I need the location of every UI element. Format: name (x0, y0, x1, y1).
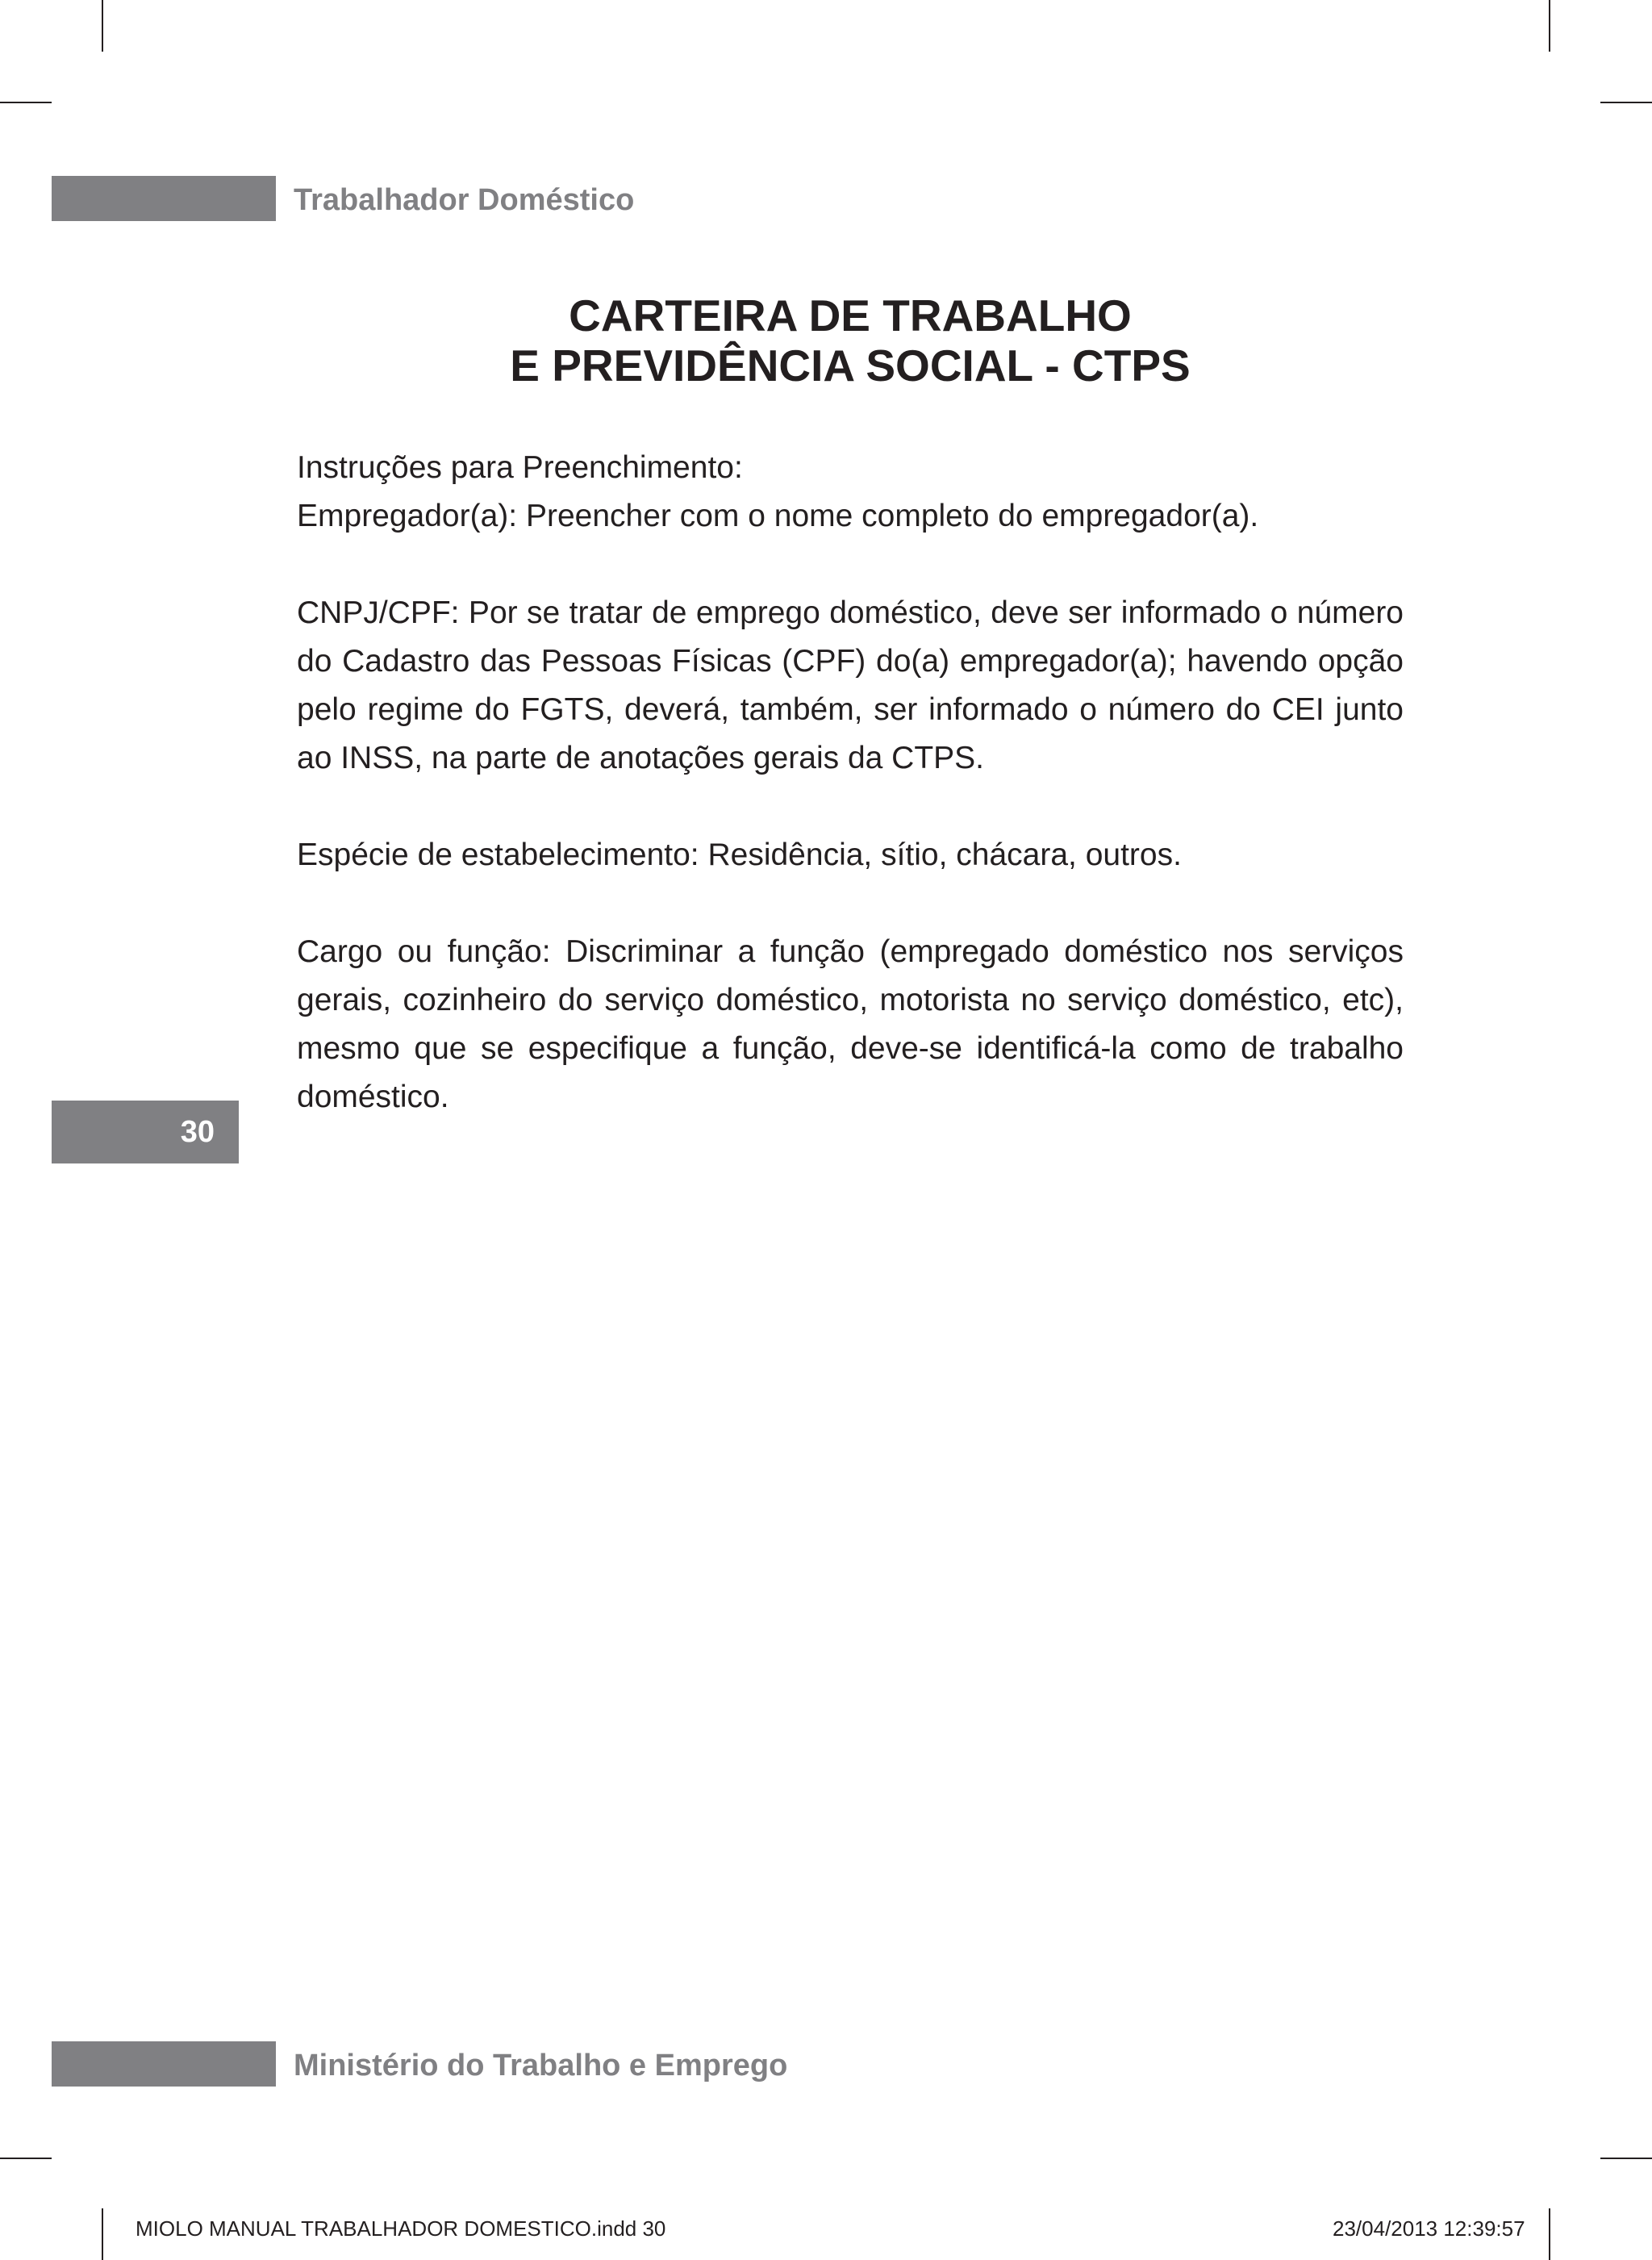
header-section-title: Trabalhador Doméstico (294, 183, 635, 217)
crop-mark-top-right (1549, 0, 1550, 52)
page-number: 30 (52, 1101, 239, 1163)
crop-mark-right-top (1600, 102, 1652, 103)
footer-ministry: Ministério do Trabalho e Emprego (294, 2049, 788, 2082)
especie-paragraph: Espécie de estabelecimento: Residência, sítio, chácara, outros. (297, 838, 1182, 872)
page-title-line-2: E PREVIDÊNCIA SOCIAL - CTPS (510, 340, 1191, 391)
crop-mark-left-bottom (0, 2158, 52, 2159)
crop-mark-right-bottom (1600, 2158, 1652, 2159)
cargo-paragraph: Cargo ou função: Discriminar a função (empregado doméstico nos serviços gerais, cozinheiro do serviço doméstico, motorista no serviço doméstico, etc), mesmo que se especifique a função, deve-se identificá-la como de trabalho doméstico. (297, 934, 1404, 1114)
page-title-line-1: CARTEIRA DE TRABALHO (569, 290, 1132, 340)
slug-datetime: 23/04/2013 12:39:57 (1333, 2216, 1525, 2241)
cnpj-cpf-paragraph: CNPJ/CPF: Por se tratar de emprego doméstico, deve ser informado o número do Cadastro das Pessoas Físicas (CPF) do(a) empregador(a); havendo opção pelo regime do FGTS, deverá, também, ser informado o número do CEI junto ao INSS, na parte de anotações gerais da CTPS. (297, 595, 1404, 775)
slug-filename: MIOLO MANUAL TRABALHADOR DOMESTICO.indd 30 (136, 2216, 666, 2241)
footer-bar (52, 2041, 276, 2087)
crop-mark-bottom-right (1549, 2208, 1550, 2260)
header-bar (52, 176, 276, 221)
crop-mark-bottom-left (102, 2208, 103, 2260)
page-title (297, 290, 1404, 391)
body-text (297, 444, 1404, 1122)
instructions-heading: Instruções para Preenchimento: (297, 450, 743, 485)
crop-mark-top-left (102, 0, 103, 52)
crop-mark-left-top (0, 102, 52, 103)
empregador-paragraph: Empregador(a): Preencher com o nome completo do empregador(a). (297, 499, 1259, 533)
